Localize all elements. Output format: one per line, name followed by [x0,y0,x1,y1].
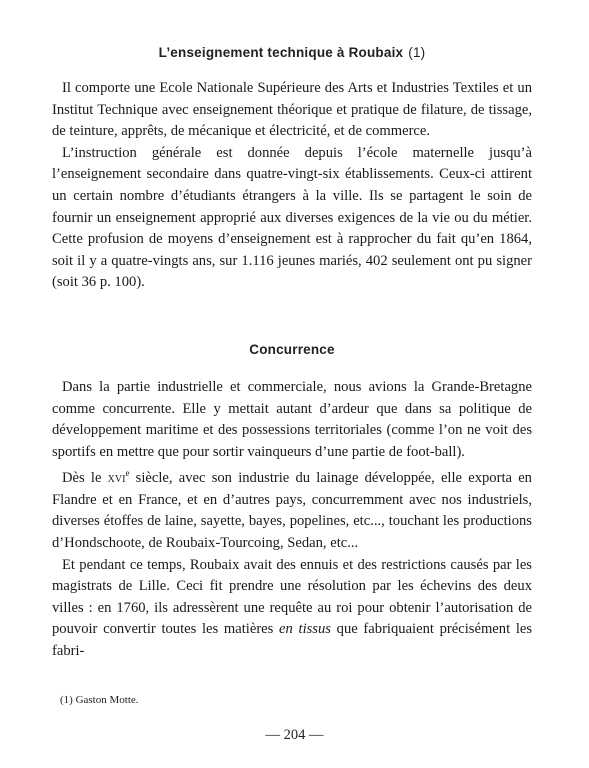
section-heading-text: Concurrence [249,342,335,357]
footnote-reference: (1) [408,45,426,60]
paragraph-text: Et pendant ce temps, Roubaix avait des ennuis et des restrictions causés par les magistrats de Lille. Ceci fit prendre une résolution par les échevins des deux villes : en 1760, ils adressèrent une requête au roi pour obtenir l’autorisation de pouvoir convertir toutes les matières [52,556,532,638]
paragraph-text: siècle, avec son industrie du lainage développée, elle exporta en Flandre et en France, et en d’autres pays, concurremment avec nos industriels, diverses étoffes de laine, sayette, bayes, popelines, etc..., touchant les productions d’Hondschoote, de Roubaix-Tourcoing, Sedan, etc... [52,470,532,552]
page-number: — 204 — [265,727,324,743]
section-body-competition [52,377,532,663]
section-heading-text: L’enseignement technique à Roubaix [158,45,404,60]
paragraph [52,463,532,554]
section-heading-competition [52,342,532,357]
paragraph: Dans la partie industrielle et commerciale, nous avions la Grande-Bretagne comme concurrente. Elle y mettait autant d’ardeur que dans sa politique de développement maritime et des possessions territoriales (comme l’on ne voit des sportifs en mettre que pour sortir vainqueurs d’une partie de foot-ball). [52,379,532,460]
footnote: (1) Gaston Motte. [60,694,139,706]
century-numeral: xvi [107,470,126,487]
paragraph-text: que fabriquaient précisément les fabri- [52,621,533,659]
paragraph-text: Dès le [62,470,102,487]
paragraph: L’instruction générale est donnée depuis l’école maternelle jusqu’à l’enseignement secondaire dans quatre-vingt-six établissements. Ceux-ci attirent un certain nombre d’étudiants étrangers à la ville. Ils se partagent le soin de fournir un enseignement approprié aux diverses exigences de la vie ou du métier. Cette profusion de moyens d’enseignement est à rapprocher du fait qu’en 1864, soit il y a quatre-vingts ans, sur 1.116 jeunes mariés, 402 seulement ont pu signer (soit 36 p. 100). [52,144,532,291]
section-body-technical-education [52,78,532,294]
century-superscript: e [125,468,130,479]
paragraph [52,555,532,663]
italic-text: en tissus [279,621,331,638]
section-heading-technical-education [52,45,532,60]
paragraph: Il comporte une Ecole Nationale Supérieure des Arts et Industries Textiles et un Institut Technique avec enseignement théorique et pratique de filature, de tissage, de teinture, apprêts, de mécanique et électricité, et de commerce. [52,80,532,140]
